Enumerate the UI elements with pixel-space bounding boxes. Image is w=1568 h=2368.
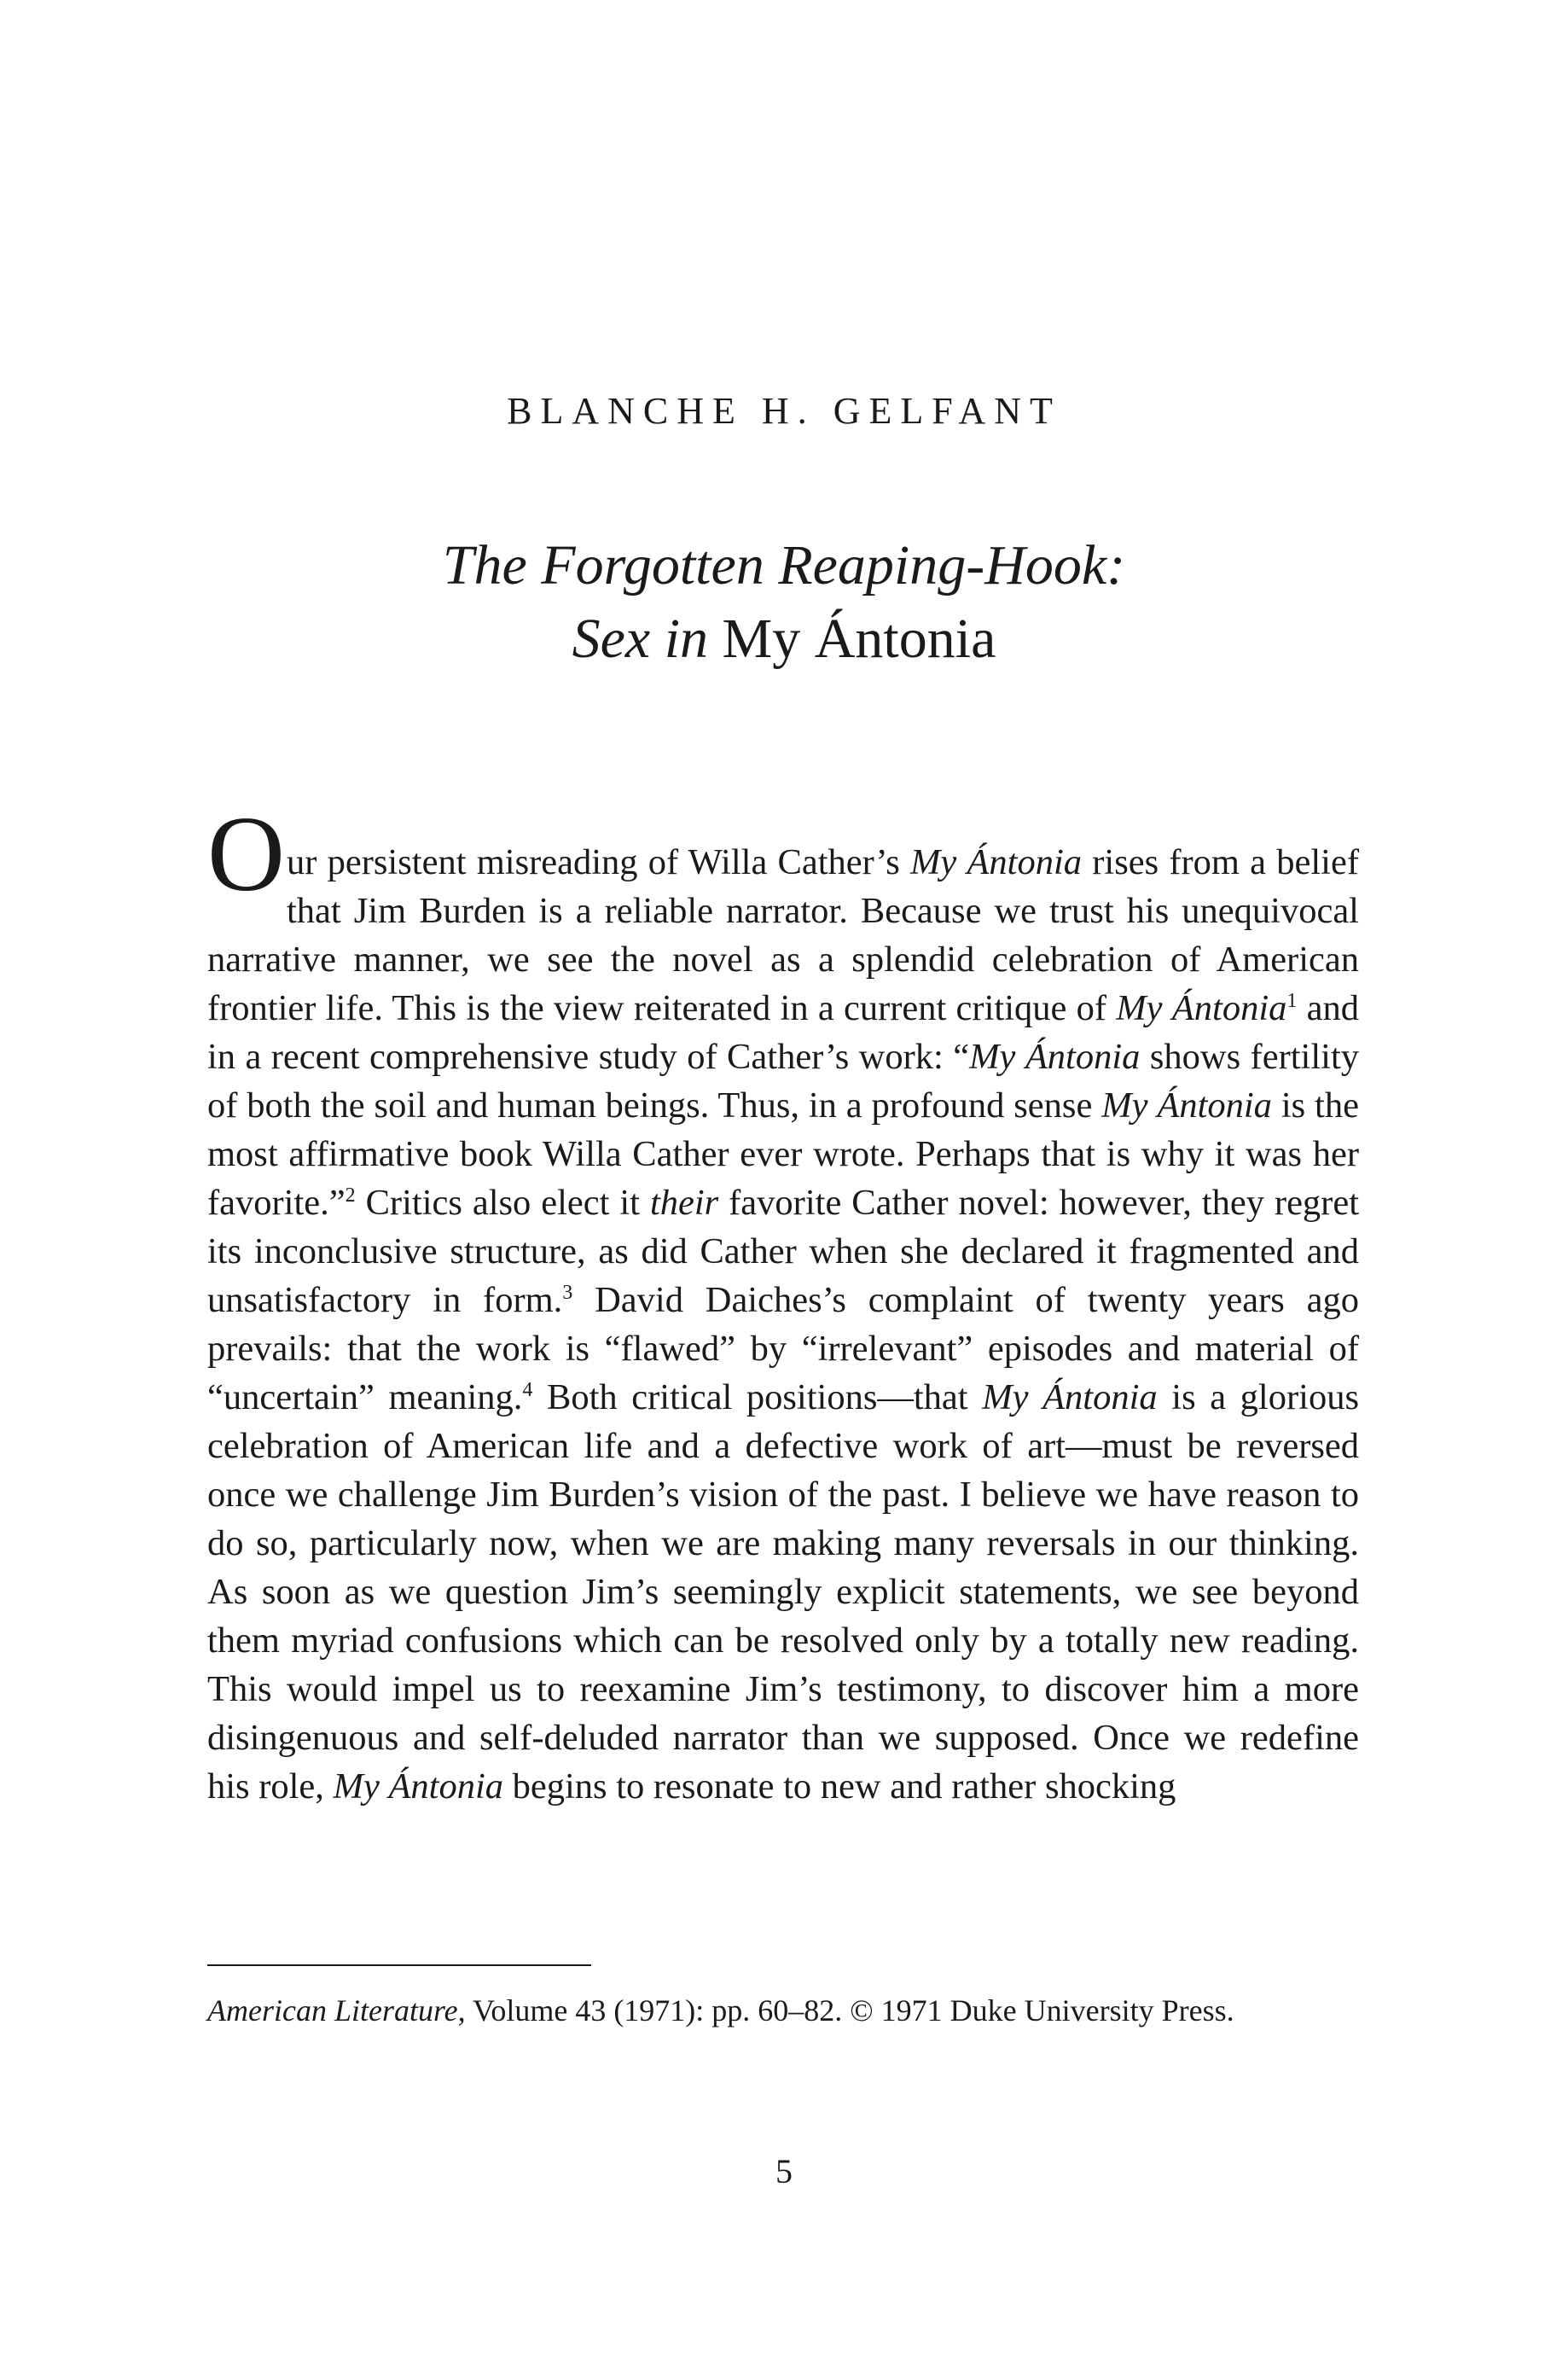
- body-text-segment: is a glorious celebration of American life and a defective work of art—must be reversed once we challenge Jim Burden’s vision of the past. I believe we have reason to do so, particularly now, when we are making many reversals in our thinking. As soon as we question Jim’s seemingly explicit statements, we see beyond them myriad confusions which can be resolved only by a totally new reading. This would impel us to reexamine Jim’s testimony, to discover him a more disingenuous and self-deluded narrator than we supposed. Once we redefine his role,: [207, 1377, 1359, 1807]
- body-text-segment: is the most affirmative book Willa Cather ever wrote. Perhaps that is why it was her favorite.”: [207, 1085, 1359, 1223]
- work-title: My Ántonia: [969, 1037, 1141, 1077]
- title-line-2-work: My Ántonia: [708, 608, 996, 670]
- title-line-2: [0, 602, 1568, 676]
- footnote-marker: 3: [562, 1281, 573, 1304]
- work-title: My Ántonia: [982, 1377, 1158, 1417]
- footnote-marker: 1: [1286, 989, 1298, 1012]
- work-title: My Ántonia: [1101, 1085, 1272, 1126]
- body-text-segment: begins to resonate to new and rather shocking: [503, 1766, 1176, 1807]
- footnote-marker: 2: [345, 1184, 356, 1207]
- body-text-segment: Critics also elect it: [355, 1183, 650, 1223]
- body-text-segment: Both critical positions—that: [532, 1377, 983, 1417]
- body-text-segment: shows fertility of both the soil and human beings. Thus, in a profound sense: [207, 1037, 1360, 1126]
- work-title: My Ántonia: [1116, 988, 1287, 1028]
- drop-cap: O: [207, 795, 285, 914]
- work-title: My Ántonia: [333, 1766, 504, 1807]
- source-footnote: [207, 1990, 1359, 2031]
- work-title: My Ántonia: [909, 842, 1083, 882]
- article-title: [0, 529, 1568, 676]
- body-paragraph: [207, 795, 1360, 1811]
- title-line-2-prefix: Sex in: [572, 608, 709, 670]
- body-text-segment: and in a recent comprehensive study of Cather’s work: “: [207, 988, 1359, 1077]
- footnote-marker: 4: [522, 1378, 533, 1401]
- body-text-segment: favorite Cather novel: however, they regret its inconclusive structure, as did Cather when she declared it fragmented and unsatisfactory in form.: [207, 1183, 1360, 1320]
- body-text-segment: David Daiches’s complaint of twenty years ago prevails: that the work is “flawed” by “irrelevant” episodes and material of “uncertain” meaning.: [207, 1280, 1360, 1417]
- body-text-segment: ur persistent misreading of Willa Cather’s: [287, 842, 910, 882]
- page-number: 5: [775, 2152, 793, 2191]
- emphasis: their: [649, 1183, 719, 1223]
- author-name: BLANCHE H. GELFANT: [507, 390, 1061, 432]
- title-line-1: The Forgotten Reaping-Hook:: [442, 534, 1126, 596]
- body-text-segment: rises from a belief that Jim Burden is a reliable narrator. Because we trust his unequivocal narrative manner, we see the novel as a splendid celebration of American frontier life. This is the view reiterated in a current critique of: [207, 842, 1359, 1028]
- citation-details: Volume 43 (1971): pp. 60–82. © 1971 Duke University Press.: [465, 1993, 1234, 2028]
- footnote-divider: [207, 1964, 591, 1966]
- journal-name: American Literature,: [207, 1993, 466, 2028]
